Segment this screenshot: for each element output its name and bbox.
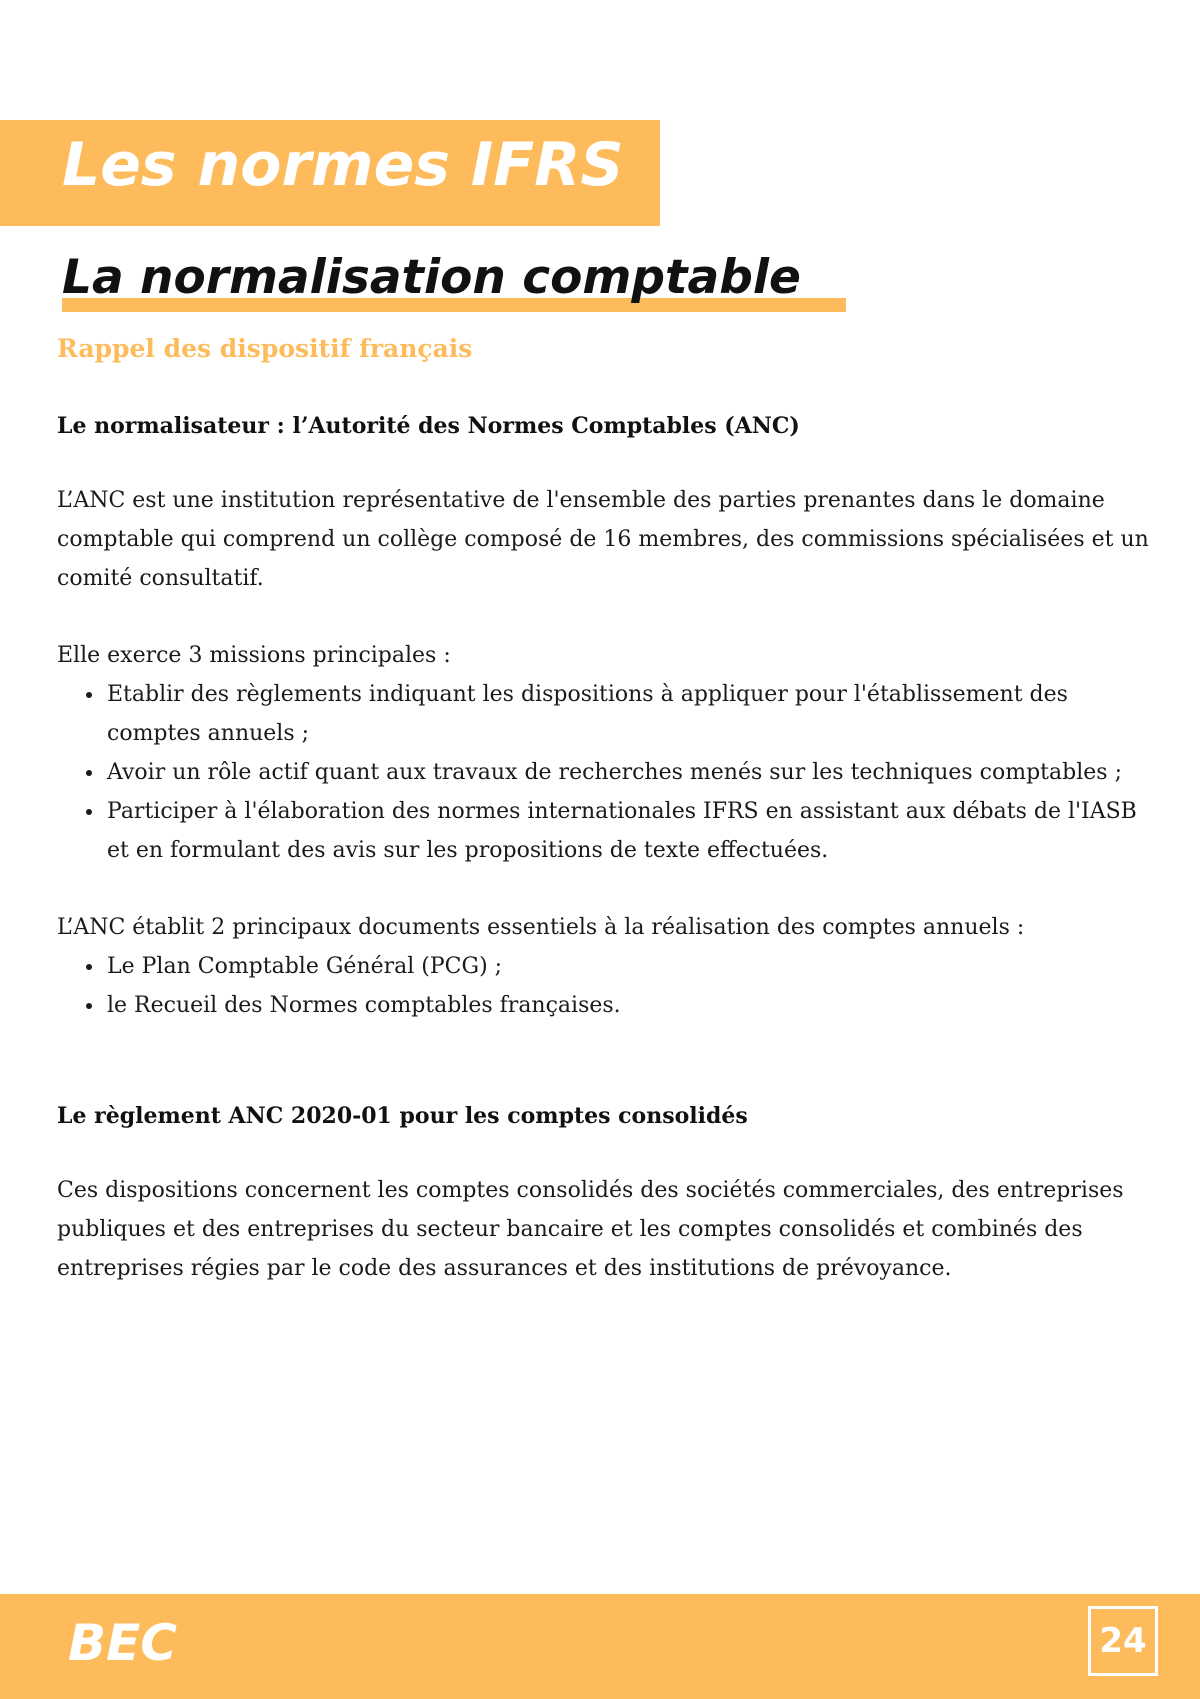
page-title: Les normes IFRS [62, 130, 624, 200]
list-item: • Le Plan Comptable Général (PCG) ; [105, 947, 1157, 986]
reglement-paragraph: Ces dispositions concernent les comptes consolidés des sociétés commerciales, des entreprises publiques et des entreprises du secteur bancaire et les comptes consolidés et combinés des entreprises régies par le code des assurances et des institutions de prévoyance. [57, 1178, 1124, 1281]
list-item: • le Recueil des Normes comptables françaises. [105, 986, 1157, 1025]
main-content [57, 334, 1157, 1326]
footer-label: BEC [68, 1614, 177, 1672]
missions-intro: Elle exerce 3 missions principales : [57, 643, 451, 668]
subtitle-block [62, 250, 801, 305]
list-item: • Avoir un rôle actif quant aux travaux de recherches menés sur les techniques comptables ; [105, 753, 1157, 792]
anc-heading: Le normalisateur : l’Autorité des Normes Comptables (ANC) [57, 413, 800, 439]
section-kicker: Rappel des dispositif français [57, 334, 473, 363]
list-item: • Etablir des règlements indiquant les dispositions à appliquer pour l'établissement des comptes annuels ; [105, 675, 1157, 753]
missions-list [57, 675, 1157, 870]
subtitle: La normalisation comptable [62, 250, 801, 305]
anc-paragraph: L’ANC est une institution représentative de l'ensemble des parties prenantes dans le domaine comptable qui comprend un collège composé de 16 membres, des commissions spécialisées et un comité consultatif. [57, 488, 1149, 591]
page-number: 24 [1088, 1606, 1158, 1676]
spacer [57, 1063, 1157, 1103]
footer-bar [0, 1594, 1200, 1699]
documents-list [57, 947, 1157, 1025]
list-item: • Participer à l'élaboration des normes internationales IFRS en assistant aux débats de l'IASB et en formulant des avis sur les propositions de texte effectuées. [105, 792, 1157, 870]
documents-intro: L’ANC établit 2 principaux documents essentiels à la réalisation des comptes annuels : [57, 915, 1025, 940]
reglement-heading: Le règlement ANC 2020-01 pour les comptes consolidés [57, 1103, 748, 1129]
